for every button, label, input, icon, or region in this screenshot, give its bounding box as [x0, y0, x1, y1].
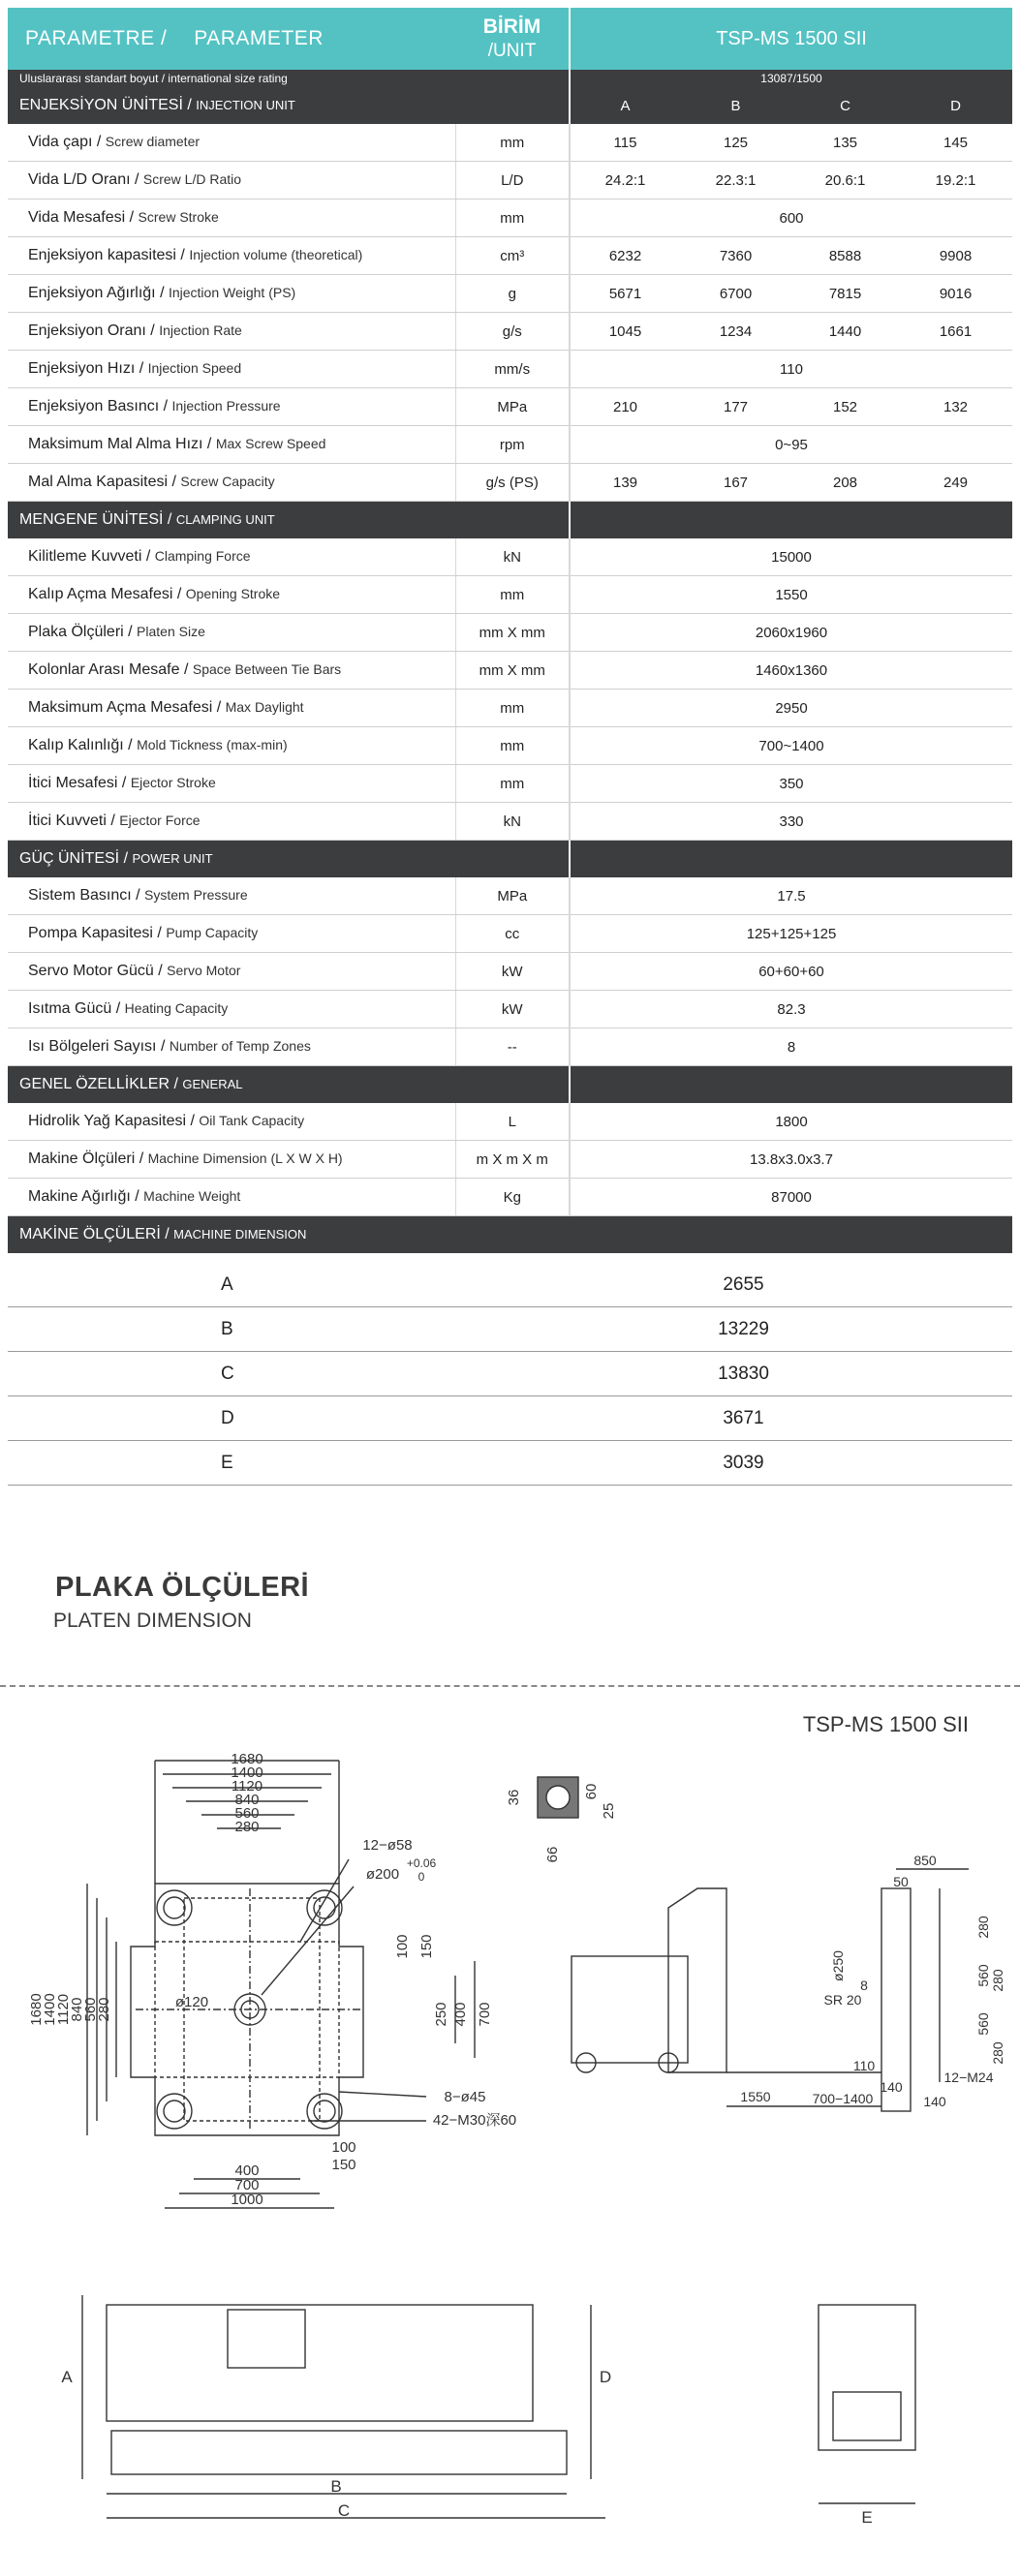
spec-value: 700~1400: [570, 727, 1012, 765]
spec-value: 132: [899, 388, 1012, 426]
section-header-injection: [8, 87, 1012, 124]
spec-value: 330: [570, 803, 1012, 841]
spec-label: Sistem Basıncı / System Pressure: [8, 877, 455, 915]
dimension-value: 13830: [455, 1352, 1012, 1396]
spec-label: Isı Bölgeleri Sayısı / Number of Temp Zones: [8, 1028, 455, 1066]
spec-label: Hidrolik Yağ Kapasitesi / Oil Tank Capacity: [8, 1103, 455, 1141]
front-dim-top-4: 560: [234, 1805, 260, 1822]
callout-holes: 12−ø58: [362, 1837, 413, 1854]
dimension-value: 13229: [455, 1307, 1012, 1352]
spec-value: 350: [570, 765, 1012, 803]
spec-row: [8, 652, 1012, 690]
platen-model: TSP-MS 1500 SII: [802, 1712, 969, 1736]
callout-8: 8−ø45: [444, 2089, 486, 2105]
column-D: D: [899, 87, 1012, 124]
column-C: C: [791, 87, 899, 124]
spec-unit: MPa: [455, 388, 570, 426]
spec-label: Kolonlar Arası Mesafe / Space Between Tie Bars: [8, 652, 455, 690]
front-dim-top-1: 1400: [231, 1764, 263, 1781]
side-dim-0: 850: [913, 1853, 937, 1868]
front-dim-left-2: 1120: [55, 1993, 72, 2026]
spec-row: [8, 1179, 1012, 1216]
spec-unit: mm: [455, 199, 570, 237]
side-label-2: 8: [860, 1978, 868, 1993]
spec-label: Enjeksiyon Ağırlığı / Injection Weight (PS): [8, 275, 455, 313]
front-dim-top-3: 840: [234, 1792, 260, 1808]
spec-unit: kN: [455, 803, 570, 841]
spec-label: İtici Kuvveti / Ejector Force: [8, 803, 455, 841]
spec-value: 19.2:1: [899, 162, 1012, 199]
column-B: B: [680, 87, 791, 124]
front-dim-bottom-0: 100: [331, 2139, 356, 2156]
dimension-row: [8, 1441, 1012, 1486]
spec-row: [8, 915, 1012, 953]
side-dim-2: 280: [975, 1916, 991, 1939]
spec-label: Mal Alma Kapasitesi / Screw Capacity: [8, 464, 455, 502]
spec-value: 17.5: [570, 877, 1012, 915]
front-dim-top-2: 1120: [231, 1778, 263, 1794]
spec-label: Vida L/D Oranı / Screw L/D Ratio: [8, 162, 455, 199]
spec-value: 152: [791, 388, 899, 426]
front-dim-right-1: 150: [418, 1934, 435, 1959]
spec-label: Kalıp Kalınlığı / Mold Tickness (max-min): [8, 727, 455, 765]
spec-label: Makine Ağırlığı / Machine Weight: [8, 1179, 455, 1216]
spec-value: 5671: [570, 275, 680, 313]
spec-value: 87000: [570, 1179, 1012, 1216]
machine-label-a: A: [61, 2368, 73, 2386]
spec-label: Enjeksiyon Hızı / Injection Speed: [8, 351, 455, 388]
front-dim-left-0: 1680: [28, 1993, 45, 2026]
spec-label: Maksimum Mal Alma Hızı / Max Screw Speed: [8, 426, 455, 464]
spec-value: 6700: [680, 275, 791, 313]
spec-label: Servo Motor Gücü / Servo Motor: [8, 953, 455, 991]
spec-value: 13.8x3.0x3.7: [570, 1141, 1012, 1179]
model-header: TSP-MS 1500 SII: [570, 8, 1012, 70]
spec-value: 135: [791, 124, 899, 162]
spec-value: 139: [570, 464, 680, 502]
spec-unit: mm: [455, 690, 570, 727]
dimension-value: 2655: [455, 1263, 1012, 1307]
side-dim-4: 280: [990, 1969, 1005, 1992]
front-dim-bottom-4: 1000: [231, 2192, 263, 2208]
callout-42: 42−M30深60: [432, 2112, 517, 2129]
dimension-row: [8, 1352, 1012, 1396]
side-bottom-0: 1550: [740, 2089, 771, 2104]
spec-value: 7360: [680, 237, 791, 275]
spec-value: 60+60+60: [570, 953, 1012, 991]
nozzle-dim-0: 36: [506, 1789, 522, 1806]
front-dim-right-2: 250: [433, 2002, 449, 2027]
spec-value: 0~95: [570, 426, 1012, 464]
callout-tol-upper: +0.06: [406, 1856, 437, 1870]
callout-center-small: ø120: [174, 1994, 209, 2010]
section-title: GENEL ÖZELLİKLER / GENERAL: [8, 1066, 570, 1104]
spec-unit: MPa: [455, 877, 570, 915]
column-A: A: [570, 87, 680, 124]
spec-unit: mm X mm: [455, 652, 570, 690]
front-dim-right-4: 700: [477, 2002, 493, 2027]
spec-label: Pompa Kapasitesi / Pump Capacity: [8, 915, 455, 953]
spec-value: 249: [899, 464, 1012, 502]
side-label-1: SR 20: [823, 1992, 862, 2008]
front-dim-left-4: 560: [82, 1997, 99, 2022]
spec-value: 15000: [570, 538, 1012, 576]
spec-row: [8, 199, 1012, 237]
spec-row: [8, 1028, 1012, 1066]
intl-size-row: [8, 70, 1012, 87]
spec-value: 110: [570, 351, 1012, 388]
spec-value: 1550: [570, 576, 1012, 614]
front-dim-right-0: 100: [394, 1934, 411, 1959]
spec-value: 167: [680, 464, 791, 502]
front-platen-drawing: [19, 1753, 572, 2237]
spec-row: [8, 614, 1012, 652]
section-title: MAKİNE ÖLÇÜLERİ / MACHINE DIMENSION: [8, 1216, 1012, 1254]
spec-row: [8, 275, 1012, 313]
spec-row: [8, 124, 1012, 162]
front-dim-right-3: 400: [452, 2002, 469, 2027]
spec-value: 125: [680, 124, 791, 162]
spec-row: [8, 313, 1012, 351]
spec-unit: g/s (PS): [455, 464, 570, 502]
spec-unit: g/s: [455, 313, 570, 351]
front-dim-bottom-3: 700: [234, 2177, 260, 2193]
spec-row: [8, 426, 1012, 464]
section-header-fill: [570, 1066, 1012, 1104]
spec-value: 125+125+125: [570, 915, 1012, 953]
spec-value: 2060x1960: [570, 614, 1012, 652]
spec-row: [8, 538, 1012, 576]
platen-subtitle: PLATEN DIMENSION: [53, 1610, 252, 1632]
dimension-key: B: [8, 1307, 455, 1352]
dimension-key: E: [8, 1441, 455, 1486]
machine-label-d: D: [599, 2368, 612, 2386]
platen-title: PLAKA ÖLÇÜLERİ: [55, 1572, 310, 1603]
spec-row: [8, 576, 1012, 614]
dimension-row: [8, 1396, 1012, 1441]
spec-value: 1661: [899, 313, 1012, 351]
spec-unit: mm: [455, 727, 570, 765]
spec-row: [8, 351, 1012, 388]
spec-value: 1234: [680, 313, 791, 351]
side-platen-drawing: [552, 1850, 1012, 2140]
spec-unit: L: [455, 1103, 570, 1141]
spec-row: [8, 162, 1012, 199]
spec-value: 6232: [570, 237, 680, 275]
spec-label: Plaka Ölçüleri / Platen Size: [8, 614, 455, 652]
section-header-clamping: [8, 502, 1012, 539]
spec-label: Enjeksiyon Oranı / Injection Rate: [8, 313, 455, 351]
section-header-fill: [570, 502, 1012, 539]
spec-unit: Kg: [455, 1179, 570, 1216]
section-header-machine-dimension: [8, 1216, 1012, 1254]
spec-value: 600: [570, 199, 1012, 237]
nozzle-dim-3: 66: [544, 1846, 561, 1863]
spec-label: Kilitleme Kuvveti / Clamping Force: [8, 538, 455, 576]
spec-unit: rpm: [455, 426, 570, 464]
unit-header: BİRİM /UNIT: [482, 15, 541, 61]
spec-unit: mm X mm: [455, 614, 570, 652]
spec-value: 1460x1360: [570, 652, 1012, 690]
spec-value: 8: [570, 1028, 1012, 1066]
spec-unit: m X m X m: [455, 1141, 570, 1179]
intl-size-value: 13087/1500: [570, 70, 1012, 87]
machine-label-e: E: [861, 2508, 873, 2527]
spec-row: [8, 388, 1012, 426]
spec-unit: --: [455, 1028, 570, 1066]
spec-unit: L/D: [455, 162, 570, 199]
intl-size-label: Uluslararası standart boyut / international size rating: [8, 70, 570, 87]
spec-row: [8, 464, 1012, 502]
spec-value: 1800: [570, 1103, 1012, 1141]
section-header-general: [8, 1066, 1012, 1104]
spec-row: [8, 1141, 1012, 1179]
spec-value: 1440: [791, 313, 899, 351]
side-label-4: 110: [852, 2058, 876, 2073]
spec-value: 210: [570, 388, 680, 426]
front-dim-top-0: 1680: [231, 1753, 263, 1767]
spec-value: 22.3:1: [680, 162, 791, 199]
machine-end-view: [789, 2285, 935, 2537]
front-dim-left-1: 1400: [42, 1993, 58, 2026]
spec-value: 82.3: [570, 991, 1012, 1028]
section-title: MENGENE ÜNİTESİ / CLAMPING UNIT: [8, 502, 570, 539]
spec-label: Enjeksiyon kapasitesi / Injection volume (theoretical): [8, 237, 455, 275]
dimension-key: D: [8, 1396, 455, 1441]
spec-row: [8, 1103, 1012, 1141]
spec-unit: cm³: [455, 237, 570, 275]
spec-sheet: [8, 8, 1012, 1486]
spec-table: [8, 8, 1012, 1253]
spec-value: 115: [570, 124, 680, 162]
dimension-row: [8, 1263, 1012, 1307]
spec-label: Isıtma Gücü / Heating Capacity: [8, 991, 455, 1028]
dashed-divider: [0, 1685, 1020, 1687]
front-dim-bottom-1: 150: [331, 2157, 356, 2173]
side-label-5: 140: [880, 2079, 903, 2095]
front-dim-bottom-2: 400: [234, 2162, 260, 2179]
side-dim-1: 50: [893, 1874, 909, 1889]
side-dim-6: 280: [990, 2041, 1005, 2065]
spec-value: 9908: [899, 237, 1012, 275]
side-label-3: 12−M24: [943, 2070, 994, 2085]
spec-value: 2950: [570, 690, 1012, 727]
dimension-key: C: [8, 1352, 455, 1396]
spec-row: [8, 727, 1012, 765]
front-dim-top-5: 280: [234, 1819, 260, 1835]
callout-tol-lower: 0: [417, 1870, 425, 1884]
parameter-header: PARAMETRE / PARAMETER: [25, 27, 324, 49]
dimension-row: [8, 1307, 1012, 1352]
nozzle-dim-1: 60: [583, 1783, 600, 1800]
spec-unit: cc: [455, 915, 570, 953]
spec-row: [8, 953, 1012, 991]
spec-value: 20.6:1: [791, 162, 899, 199]
spec-unit: mm: [455, 124, 570, 162]
dimension-value: 3671: [455, 1396, 1012, 1441]
spec-label: Enjeksiyon Basıncı / Injection Pressure: [8, 388, 455, 426]
front-dim-left-3: 840: [69, 1997, 85, 2022]
spec-value: 145: [899, 124, 1012, 162]
machine-label-b: B: [330, 2477, 342, 2496]
machine-label-c: C: [337, 2501, 351, 2520]
section-title: GÜÇ ÜNİTESİ / POWER UNIT: [8, 841, 570, 878]
dimension-table: [8, 1263, 1012, 1486]
spec-label: Kalıp Açma Mesafesi / Opening Stroke: [8, 576, 455, 614]
table-header: [8, 8, 1012, 70]
section-title: ENJEKSİYON ÜNİTESİ / INJECTION UNIT: [8, 87, 570, 124]
spec-unit: kN: [455, 538, 570, 576]
spec-row: [8, 237, 1012, 275]
spec-value: 7815: [791, 275, 899, 313]
spec-value: 177: [680, 388, 791, 426]
spec-unit: kW: [455, 991, 570, 1028]
spec-unit: kW: [455, 953, 570, 991]
spec-label: Makine Ölçüleri / Machine Dimension (L X W X H): [8, 1141, 455, 1179]
side-dim-3: 560: [975, 1964, 991, 1987]
spec-value: 9016: [899, 275, 1012, 313]
spec-row: [8, 765, 1012, 803]
section-header-fill: [570, 841, 1012, 878]
spec-row: [8, 991, 1012, 1028]
side-label-6: 140: [923, 2094, 946, 2109]
spec-unit: g: [455, 275, 570, 313]
spec-label: Vida çapı / Screw diameter: [8, 124, 455, 162]
machine-side-view: [53, 2285, 615, 2537]
spec-unit: mm/s: [455, 351, 570, 388]
spec-label: Vida Mesafesi / Screw Stroke: [8, 199, 455, 237]
dimension-value: 3039: [455, 1441, 1012, 1486]
spec-label: İtici Mesafesi / Ejector Stroke: [8, 765, 455, 803]
spec-unit: mm: [455, 765, 570, 803]
spec-value: 208: [791, 464, 899, 502]
spec-row: [8, 690, 1012, 727]
spec-value: 24.2:1: [570, 162, 680, 199]
spec-row: [8, 803, 1012, 841]
side-bottom-1: 700−1400: [812, 2091, 874, 2106]
spec-row: [8, 877, 1012, 915]
side-dim-5: 560: [975, 2012, 991, 2036]
spec-value: 8588: [791, 237, 899, 275]
nozzle-dim-2: 25: [601, 1802, 617, 1820]
section-header-power: [8, 841, 1012, 878]
front-dim-left-5: 280: [96, 1997, 112, 2022]
dimension-key: A: [8, 1263, 455, 1307]
spec-value: 1045: [570, 313, 680, 351]
spec-unit: mm: [455, 576, 570, 614]
callout-center: ø200: [365, 1866, 400, 1883]
side-label-0: ø250: [830, 1950, 846, 1981]
spec-label: Maksimum Açma Mesafesi / Max Daylight: [8, 690, 455, 727]
